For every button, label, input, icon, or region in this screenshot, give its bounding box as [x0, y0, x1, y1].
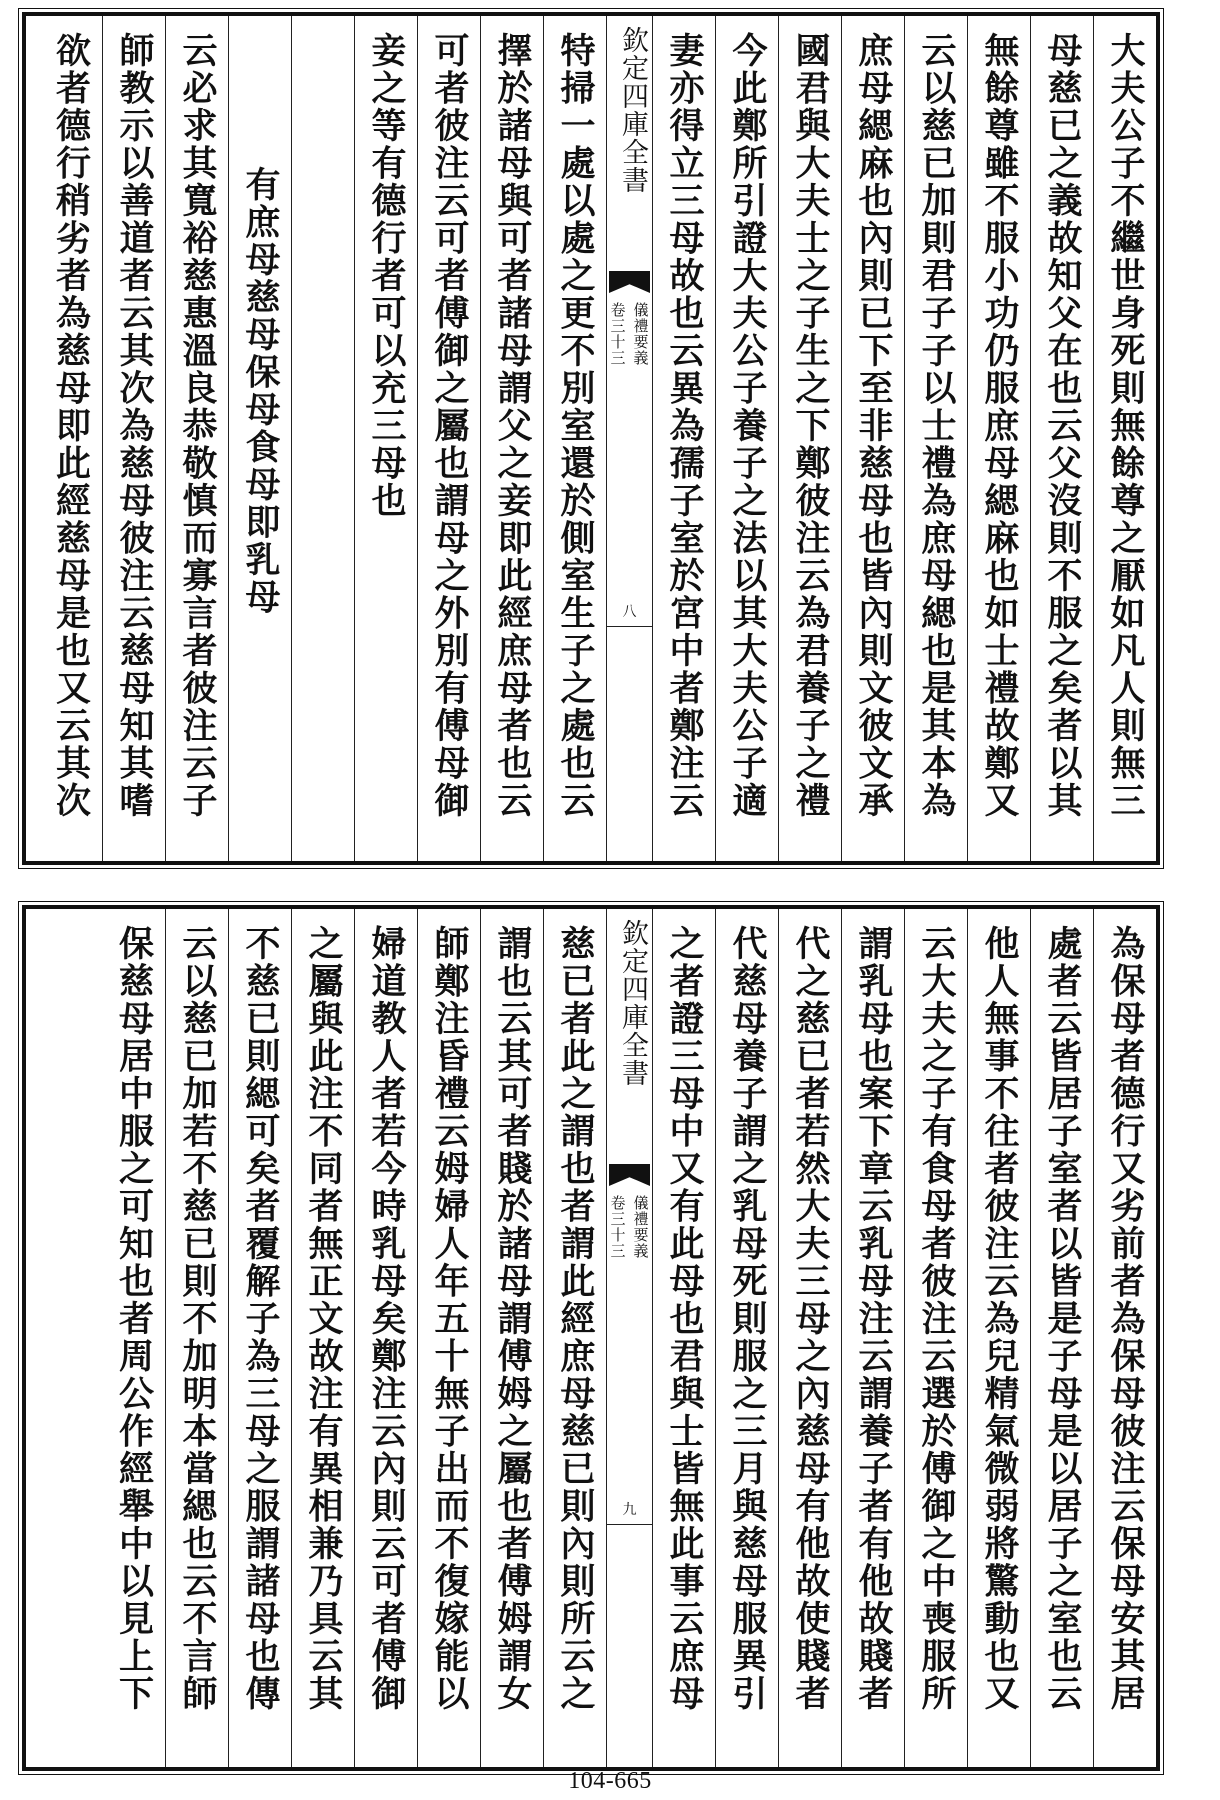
column-text: 擇於諸母與可者諸母謂父之妾即此經庶母者也云 — [492, 32, 533, 820]
text-column-right-2 — [967, 909, 1030, 1767]
collection-title: 欽定四庫全書 — [617, 26, 648, 194]
column-text: 謂乳母也案下章云乳母注云謂養子者有他故賤者 — [853, 925, 894, 1713]
collection-title: 欽定四庫全書 — [617, 919, 648, 1087]
text-column-right-0 — [1093, 909, 1156, 1767]
book-title: 儀禮要義 — [631, 302, 650, 366]
fish-tail-ornament-icon — [609, 271, 650, 293]
text-column-left-3 — [354, 16, 417, 861]
page-number-footer: 104-665 — [568, 1768, 652, 1794]
text-column-left-1 — [480, 909, 543, 1767]
text-column-right-1 — [1030, 16, 1093, 861]
volume-label: 卷三十三 — [608, 1195, 627, 1259]
column-text: 代之慈已者若然大夫三母之內慈母有他故使賤者 — [790, 925, 831, 1713]
text-column-right-5 — [778, 16, 841, 861]
column-text: 云大夫之子有食母者彼注云選於傅御之中喪服所 — [916, 925, 957, 1713]
column-text: 謂也云其可者賤於諸母謂傅姆之屬也者傅姆謂女 — [492, 925, 533, 1713]
text-column-left-6 — [165, 16, 228, 861]
column-text: 庶母緦麻也內則已下至非慈母也皆內則文彼文承 — [853, 32, 894, 820]
text-column-left-8 — [39, 16, 102, 861]
text-column-left-3 — [354, 909, 417, 1767]
text-column-right-7 — [652, 909, 715, 1767]
column-text: 云以慈已加則君子子以士禮為庶母緦也是其本為 — [916, 32, 957, 820]
text-column-left-0 — [543, 909, 606, 1767]
bottom-text-columns — [26, 909, 1156, 1767]
top-page — [22, 12, 1160, 865]
book-title: 儀禮要義 — [631, 1195, 650, 1259]
column-text: 特掃一處以處之更不別室還於側室生子之處也云 — [555, 32, 596, 820]
leaf-number: 九 — [622, 1502, 637, 1518]
fish-tail-ornament-icon — [609, 1164, 650, 1186]
text-column-right-0 — [1093, 16, 1156, 861]
column-text: 慈已者此之謂也者謂此經庶母慈已則內則所云之 — [555, 925, 596, 1713]
text-column-left-6 — [165, 909, 228, 1767]
text-column-right-3 — [904, 16, 967, 861]
text-column-right-7 — [652, 16, 715, 861]
column-text: 之屬與此注不同者無正文故注有異相兼乃具云其 — [303, 925, 344, 1713]
column-text: 大夫公子不繼世身死則無餘尊之厭如凡人則無三 — [1105, 32, 1146, 820]
text-column-right-5 — [778, 909, 841, 1767]
column-text: 今此鄭所引證大夫公子養子之法以其大夫公子適 — [727, 32, 768, 820]
column-text: 云必求其寬裕慈惠溫良恭敬慎而寡言者彼注云子 — [177, 32, 218, 820]
column-text: 妾之等有德行者可以充三母也 — [366, 32, 407, 520]
leaf-number: 八 — [622, 604, 637, 620]
column-text: 師鄭注昏禮云姆婦人年五十無子出而不復嫁能以 — [429, 925, 470, 1713]
text-column-right-3 — [904, 909, 967, 1767]
book-volume-label — [607, 1195, 652, 1415]
spine-divider — [607, 626, 652, 627]
text-column-right-6 — [715, 909, 778, 1767]
text-column-right-4 — [841, 909, 904, 1767]
column-text: 可者彼注云可者傅御之屬也謂母之外別有傅母御 — [429, 32, 470, 820]
text-column-left-7 — [102, 909, 165, 1767]
text-column-right-4 — [841, 16, 904, 861]
column-text: 妻亦得立三母故也云異為孺子室於宮中者鄭注云 — [664, 32, 705, 820]
center-spine — [606, 909, 652, 1767]
column-text: 母慈已之義故知父在也云父沒則不服之矣者以其 — [1042, 32, 1083, 820]
column-text: 無餘尊雖不服小功仍服庶母緦麻也如士禮故鄭又 — [979, 32, 1020, 820]
column-text: 欲者德行稍劣者為慈母即此經慈母是也又云其次 — [50, 32, 92, 820]
text-column-left-7 — [102, 16, 165, 861]
text-column-left-2 — [417, 909, 480, 1767]
text-column-left-1 — [480, 16, 543, 861]
text-column-right-2 — [967, 16, 1030, 861]
bottom-page — [22, 905, 1160, 1771]
text-column-right-1 — [1030, 909, 1093, 1767]
column-text: 保慈母居中服之可知也者周公作經舉中以見上下 — [113, 925, 155, 1713]
volume-label: 卷三十三 — [608, 302, 627, 366]
text-column-left-5 — [228, 16, 291, 861]
column-text: 有庶母慈母保母食母即乳母 — [240, 166, 281, 616]
spine-divider — [607, 1524, 652, 1525]
column-text: 之者證三母中又有此母也君與士皆無此事云庶母 — [664, 925, 705, 1713]
text-column-left-4 — [291, 16, 354, 861]
column-text: 婦道教人者若今時乳母矣鄭注云內則云可者傅御 — [366, 925, 407, 1713]
column-text: 云以慈已加若不慈已則不加明本當緦也云不言師 — [177, 925, 218, 1713]
text-column-left-5 — [228, 909, 291, 1767]
column-text: 師教示以善道者云其次為慈母彼注云慈母知其嗜 — [114, 32, 155, 820]
column-text: 為保母者德行又劣前者為保母彼注云保母安其居 — [1105, 925, 1146, 1713]
text-column-left-4 — [291, 909, 354, 1767]
top-text-columns — [26, 16, 1156, 861]
column-text: 代慈母養子謂之乳母死則服之三月與慈母服異引 — [727, 925, 768, 1713]
text-column-left-0 — [543, 16, 606, 861]
text-column-left-2 — [417, 16, 480, 861]
book-volume-label — [607, 302, 652, 522]
center-spine — [606, 16, 652, 861]
column-text: 處者云皆居子室者以皆是子母是以居子之室也云 — [1042, 925, 1083, 1713]
column-text: 國君與大夫士之子生之下鄭彼注云為君養子之禮 — [790, 32, 831, 820]
column-text: 不慈已則緦可矣者覆解子為三母之服謂諸母也傳 — [240, 925, 281, 1713]
column-text: 他人無事不往者彼注云為兒精氣微弱將驚動也又 — [979, 925, 1020, 1713]
text-column-right-6 — [715, 16, 778, 861]
